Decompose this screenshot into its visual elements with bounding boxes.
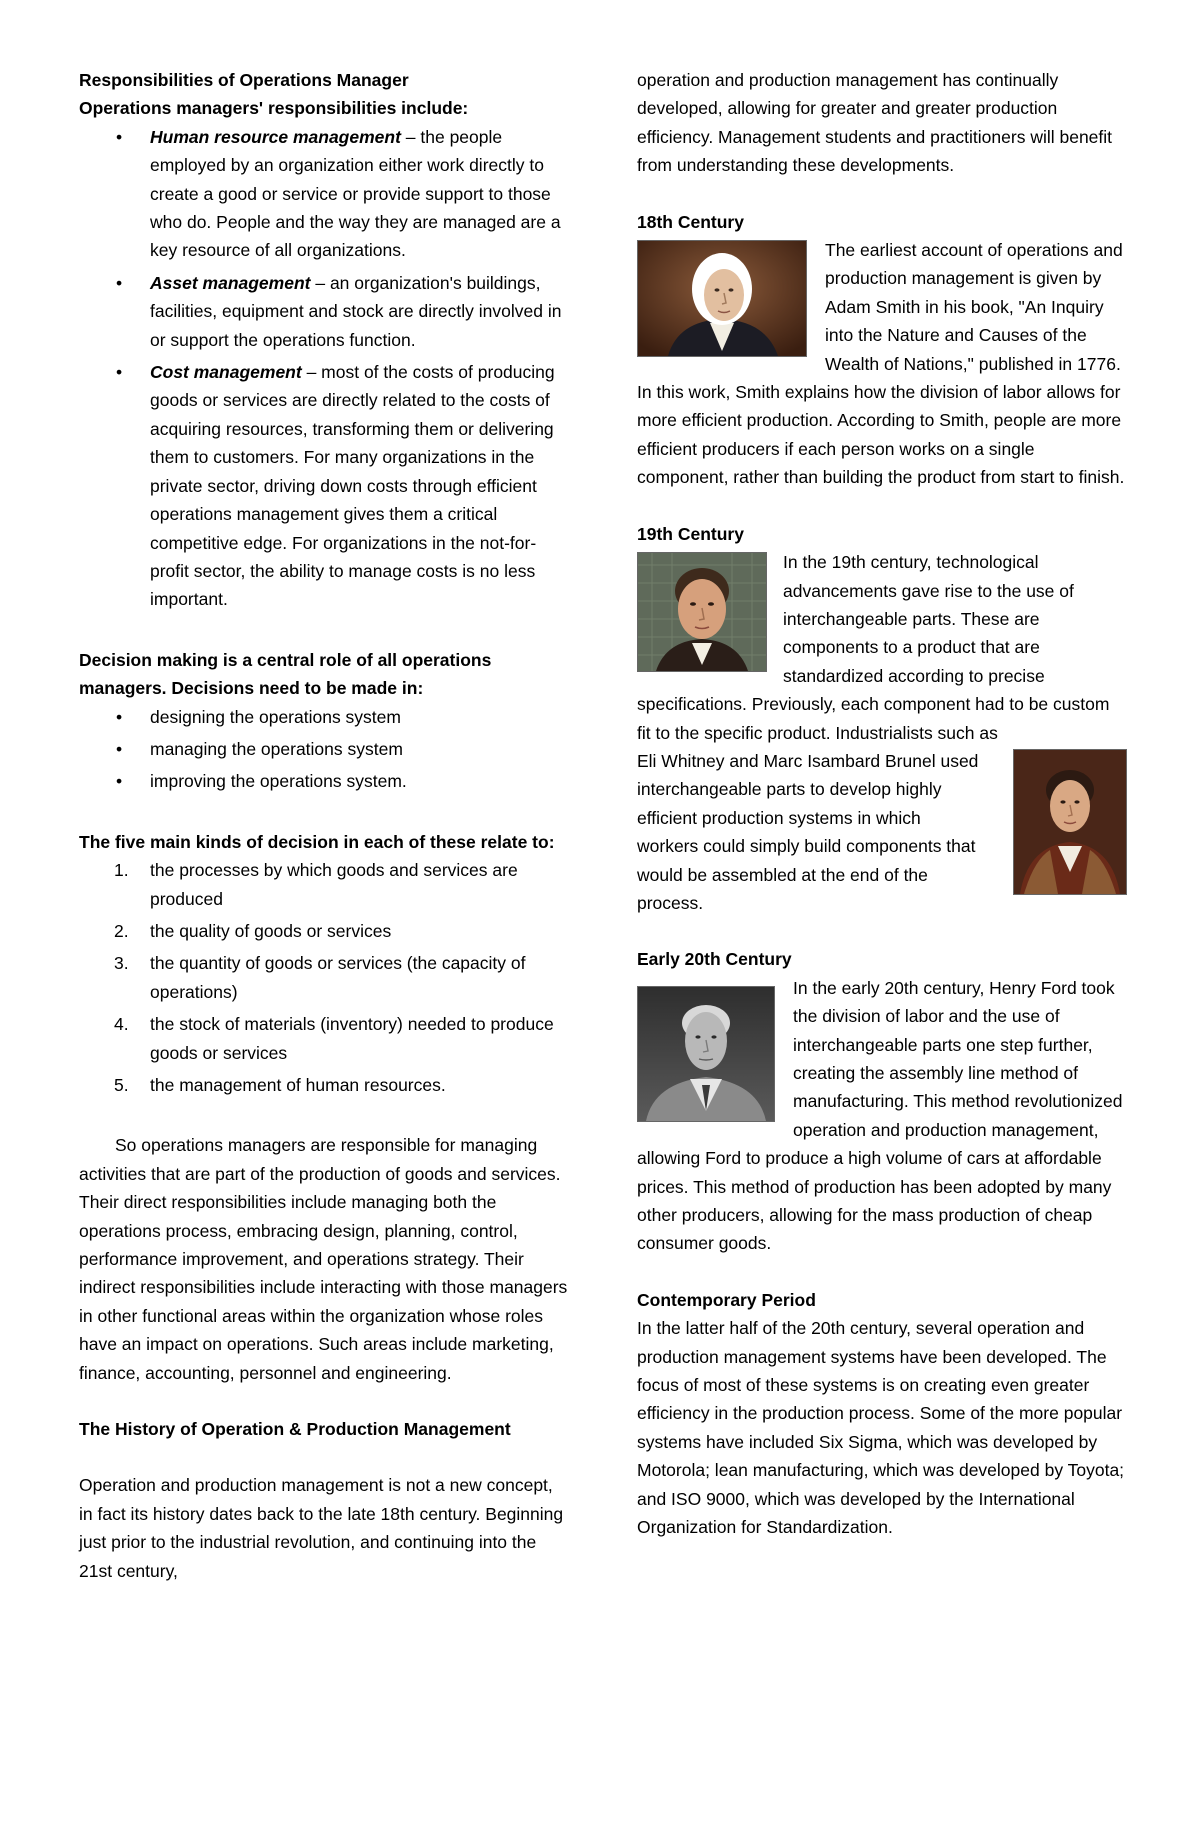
history-continued-paragraph: operation and production management has continually developed, allowing for greater and greater production efficiency. Management students and practitioners will benefit from understanding these developments. bbox=[637, 70, 1113, 176]
list-item: • improving the operations system. bbox=[79, 767, 571, 795]
c19-heading: 19th Century bbox=[637, 523, 744, 544]
list-number: 4. bbox=[114, 1014, 129, 1035]
c20-heading: Early 20th Century bbox=[637, 949, 792, 970]
list-number: 1. bbox=[114, 860, 129, 881]
list-item: • designing the operations system bbox=[79, 703, 571, 731]
list-item bbox=[79, 269, 571, 354]
five-kinds-list bbox=[79, 856, 571, 1099]
list-item bbox=[79, 917, 571, 945]
responsibilities-heading: Responsibilities of Operations Manager bbox=[79, 70, 409, 90]
list-item bbox=[79, 358, 571, 614]
decision-heading: Decision making is a central role of all operations managers. Decisions need to be made in: bbox=[79, 649, 492, 699]
term-label: Cost management bbox=[150, 362, 302, 383]
term-description: – an organization's buildings, facilities, equipment and stock are directly involved in or support the operations function. bbox=[150, 272, 562, 350]
c18-paragraph: The earliest account of operations and production management is given by Adam Smith in his book, "An Inquiry into the Nature and Causes of the Wealth of Nations," published in 1776. In this work, Smith explains how the division of labor allows for more efficient production. According to Smith, people are more efficient producers if each person works on a single component, rather than building the product from start to finish. bbox=[637, 240, 1125, 488]
list-item bbox=[79, 1071, 571, 1099]
c19-paragraph-a: In the 19th century, technological advancements gave rise to the use of interchangeable parts. These are components to a product that are standardized according to precise specifications. Previously, each component had to be custom fit to the specific product. Industrialists such as bbox=[637, 552, 1110, 743]
list-number: 2. bbox=[114, 920, 129, 941]
term-description: – the people employed by an organization either work directly to create a good or service or provide support to those who do. People and the way they are managed are a key resource of all organizations. bbox=[150, 126, 561, 261]
list-number: 5. bbox=[114, 1075, 129, 1095]
left-column bbox=[79, 66, 571, 1585]
list-item: • managing the operations system bbox=[79, 735, 571, 763]
list-item-text: the quantity of goods or services (the capacity of operations) bbox=[150, 953, 526, 1002]
henry-ford-portrait bbox=[637, 986, 775, 1122]
summary-paragraph: So operations managers are responsible for managing activities that are part of the production of goods and services. Their direct responsibilities include managing both the operations process, embracing design, planning, control, performance improvement, and operations strategy. Their indirect responsibilities include interacting with those managers in other functional areas within the organization whose roles have an impact on operations. Such areas include marketing, finance, accounting, personnel and engineering. bbox=[79, 1135, 568, 1383]
list-item bbox=[79, 949, 571, 1006]
list-item-text: the stock of materials (inventory) needed to produce goods or services bbox=[150, 1014, 554, 1063]
adam-smith-portrait bbox=[637, 240, 807, 357]
marc-brunel-portrait bbox=[1013, 749, 1127, 895]
right-column bbox=[637, 66, 1127, 1542]
term-label: Human resource management bbox=[150, 126, 401, 147]
five-kinds-heading: The five main kinds of decision in each of these relate to: bbox=[79, 831, 555, 852]
c18-heading: 18th Century bbox=[637, 211, 744, 232]
list-item-text: the quality of goods or services bbox=[150, 920, 392, 941]
list-item-text: the processes by which goods and services are produced bbox=[150, 860, 518, 909]
contemporary-heading: Contemporary Period bbox=[637, 1289, 816, 1310]
eli-whitney-portrait bbox=[637, 552, 767, 672]
list-item bbox=[79, 856, 571, 913]
decision-list bbox=[79, 703, 571, 796]
list-number: 3. bbox=[114, 953, 129, 974]
history-intro-paragraph: Operation and production management is not a new concept, in fact its history dates back to the late 18th century. Beginning just prior to the industrial revolution, and continuing into the 21st century, bbox=[79, 1475, 564, 1581]
responsibilities-list bbox=[79, 123, 571, 614]
term-label: Asset management bbox=[150, 272, 311, 293]
c20-paragraph: In the early 20th century, Henry Ford took the division of labor and the use of interchangeable parts one step further, creating the assembly line method of manufacturing. This method revolutionized operation and production management, allowing Ford to produce a high volume of cars at affordable prices. This method of production has been adopted by many other producers, allowing for the mass production of cheap consumer goods. bbox=[637, 977, 1123, 1254]
c19-paragraph-b: Eli Whitney and Marc Isambard Brunel used interchangeable parts to develop highly efficient production systems in which workers could simply build components that would be assembled at the end of the process. bbox=[637, 750, 979, 913]
list-item-text: the management of human resources. bbox=[150, 1075, 446, 1095]
term-description: – most of the costs of producing goods or services are directly related to the costs of acquiring resources, transforming them or delivering them to customers. For many organizations in the private sector, driving down costs through efficient operations management gives them a critical competitive edge. For organizations in the not-for-profit sector, the ability to manage costs is no less important. bbox=[150, 362, 555, 610]
responsibilities-intro: Operations managers' responsibilities include: bbox=[79, 98, 469, 119]
list-item bbox=[79, 123, 571, 265]
history-heading: The History of Operation & Production Management bbox=[79, 1419, 511, 1440]
contemporary-paragraph: In the latter half of the 20th century, several operation and production management systems have been developed. The focus of most of these systems is on creating even greater efficiency in the production process. Some of the more popular systems have included Six Sigma, which was developed by Motorola; lean manufacturing, which was developed by Toyota; and ISO 9000, which was developed by the International Organization for Standardization. bbox=[637, 1318, 1125, 1538]
list-item bbox=[79, 1010, 571, 1067]
